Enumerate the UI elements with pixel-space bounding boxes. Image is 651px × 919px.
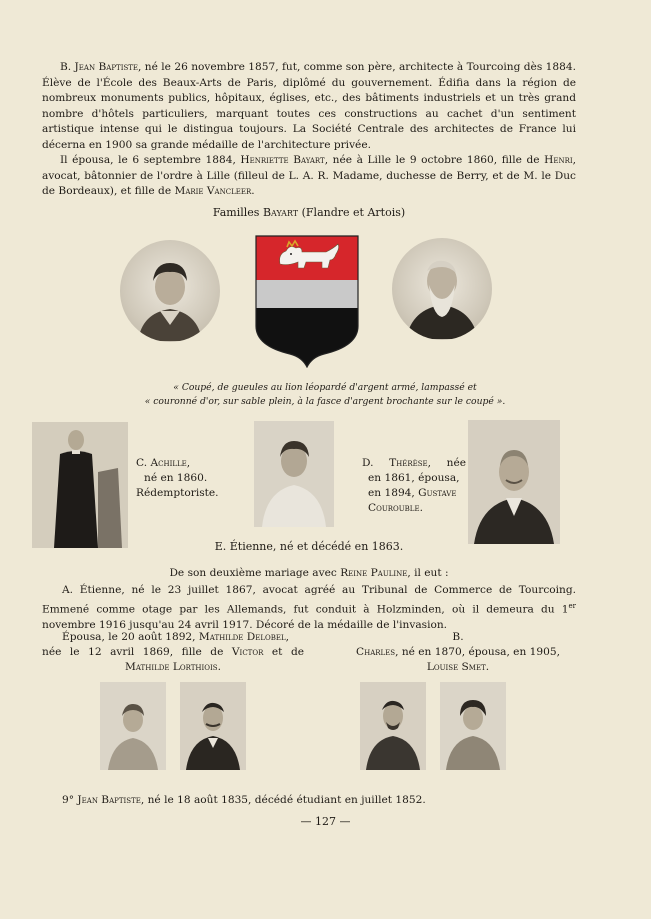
photo-therese	[254, 421, 334, 527]
list-letter: B.	[60, 61, 75, 73]
paragraph-ninth: 9° Jean Baptiste, né le 18 août 1835, décédé étudiant en juillet 1852.	[62, 794, 426, 806]
photo-charles	[360, 682, 426, 770]
photo-gustave-courouble	[468, 420, 560, 544]
father-name: Henri	[544, 154, 573, 166]
paragraph-jean-baptiste	[42, 60, 576, 153]
coat-of-arms-caption: « Coupé, de gueules au lion léopardé d'argent armé, lampassé et « couronné d'or, sur sable plein, à la fasce d'argent brochante sur le coupé ».	[144, 382, 506, 407]
paragraph-marriage: Il épousa, le 6 septembre 1884, Henriette Bayart, née à Lille le 9 octobre 1860, fille de Henri, avocat, bâtonnier de l'ordre à Lille (filleul de L. A. R. Madame, duchesse de Berry, et de M. le Duc de Bordeaux), et fille de Marie Vancleer.	[42, 154, 576, 197]
charles-block: B. Charles, né en 1870, épousa, en 1905, Louise Smet.	[356, 631, 560, 673]
shield-icon	[254, 234, 360, 368]
person-name: Jean Baptiste	[74, 61, 139, 73]
therese-caption: D. Thérèse, née en 1861, épousa, en 1894, Gustave Courouble.	[362, 457, 466, 514]
photo-achille	[32, 422, 128, 548]
spouse-name: Henriette Bayart	[240, 154, 325, 166]
mother-name: Marie Vancleer	[174, 185, 252, 197]
coat-of-arms	[254, 234, 360, 368]
portrait-henriette-bayart	[120, 240, 220, 342]
family-heading: Familles Bayart (Flandre et Artois)	[212, 206, 406, 219]
woman-portrait-icon	[120, 240, 220, 342]
paragraph-etienne-a: A. Étienne, né le 23 juillet 1867, avocat agréé au Tribunal de Commerce de Tourcoing. Emmené comme otage par les Allemands, fut conduit à Holzminden, où il demeura du 1er novembre 1916 jusqu'au 24 avril 1917. Décoré de la médaille de l'invasion.	[42, 584, 576, 631]
epousa-block: Épousa, le 20 août 1892, Mathilde Delobel, née le 12 avril 1869, fille de Victor et de Mathilde Lorthiois.	[42, 631, 305, 673]
portrait-henri-bayart	[392, 238, 492, 340]
man-portrait-icon	[360, 682, 426, 770]
man-portrait-icon	[180, 682, 246, 770]
priest-portrait-icon	[32, 422, 128, 548]
man-portrait-icon	[392, 238, 492, 340]
paragraph-text: , né le 26 novembre 1857, fut, comme son père, architecte à Tourcoing dès 1884. Élève de l'École des Beaux-Arts de Paris, diplômé du gouvernement. Édifia dans la région de nombreux monuments publics, hôpitaux, églises, etc., des bâtiments industriels et un très grand nombre d'hôtels particuliers, marquant toutes ces constructions au cachet d'un sentiment artistique intense qui le distingua toujours. La Société Centrale des architectes de France lui décerna en 1900 sa grande médaille de l'architecture privée.	[42, 61, 576, 151]
photo-mathilde-delobel	[100, 682, 166, 770]
woman-portrait-icon	[100, 682, 166, 770]
woman-portrait-icon	[440, 682, 506, 770]
photo-etienne	[180, 682, 246, 770]
page-number: — 127 —	[300, 815, 351, 828]
photo-louise-smet	[440, 682, 506, 770]
achille-caption: C. Achille, né en 1860. Rédemptoriste.	[136, 457, 219, 499]
woman-portrait-icon	[254, 421, 334, 527]
second-marriage-line: De son deuxième mariage avec Reine Pauline, il eut :	[169, 567, 449, 579]
man-portrait-icon	[468, 420, 560, 544]
etienne-e-line: E. Étienne, né et décédé en 1863.	[214, 540, 404, 553]
